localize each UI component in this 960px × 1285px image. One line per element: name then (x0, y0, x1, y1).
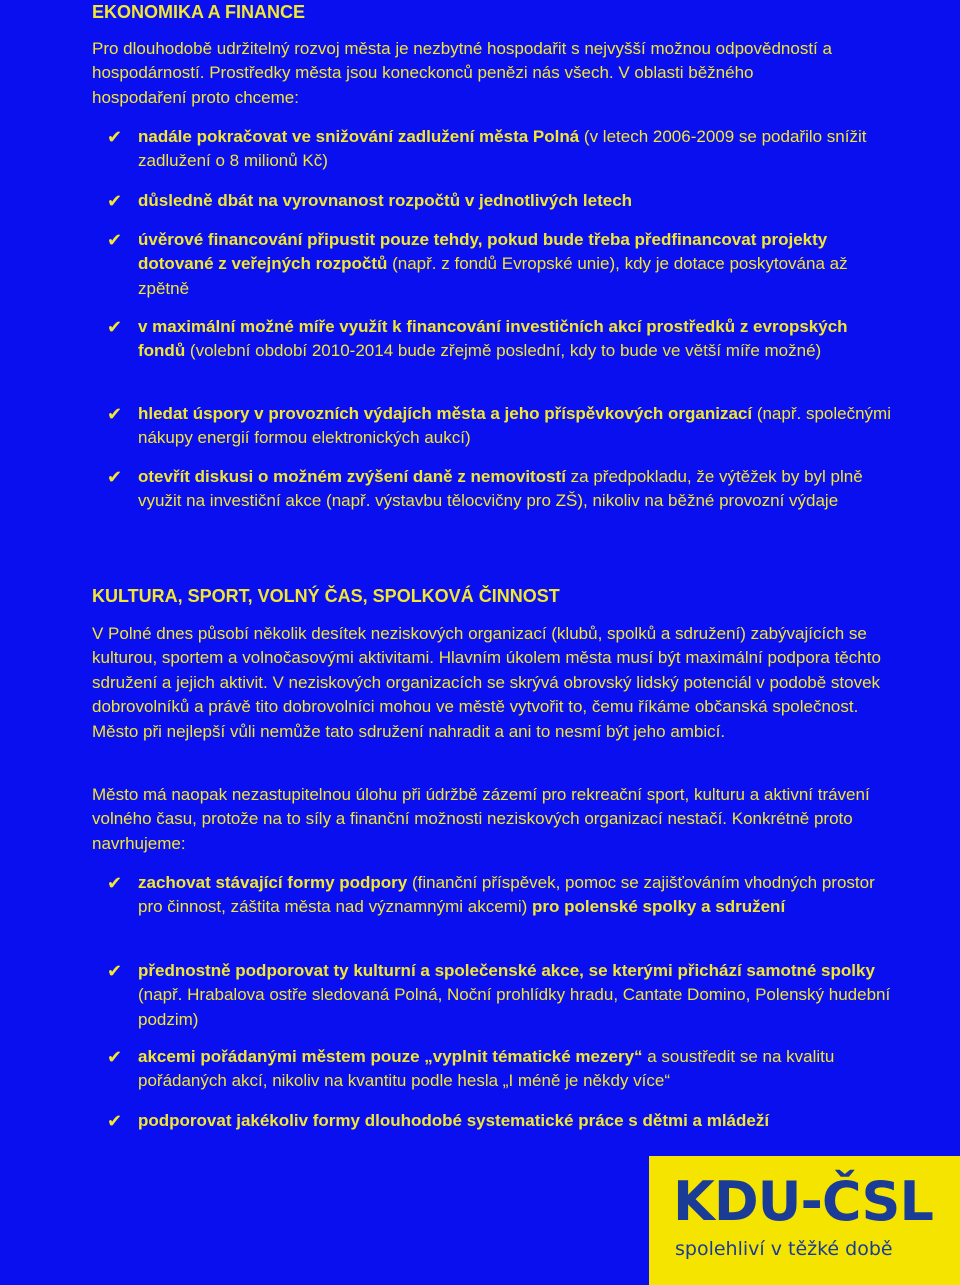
item-text: (např. Hrabalova ostře sledovaná Polná, Noční prohlídky hradu, Cantate Domino, Polenský hudební podzim) (138, 985, 891, 1029)
item-bold: úvěrové financování připustit pouze tehdy, pokud bude třeba předfinancovat projekty dotované z veřejných rozpočtů (138, 230, 828, 274)
check-icon: ✔ (107, 317, 123, 337)
item-text: (volební období 2010-2014 bude zřejmě poslední, kdy to bude ve větší míře možné) (185, 341, 822, 361)
party-logo (649, 1156, 960, 1285)
check-icon: ✔ (107, 1111, 123, 1131)
check-icon: ✔ (107, 961, 123, 981)
item-bold-2: pro polenské spolky a sdružení (531, 897, 786, 917)
culture-paragraph-2: Město má naopak nezastupitelnou úlohu při údržbě zázemí pro rekreační sport, kulturu a aktivní trávení volného času, protože na to síly a finanční možnosti neziskových organizací nestačí. Konkrétně proto navrhujeme: (92, 785, 870, 853)
check-icon: ✔ (107, 1047, 123, 1067)
item-bold: podporovat jakékoliv formy dlouhodobé systematické práce s dětmi a mládeží (138, 1111, 770, 1130)
item-bold: akcemi pořádanými městem pouze „vyplnit tématické mezery“ (138, 1047, 643, 1066)
item-bold: v maximální možné míře využít k financování investičních akcí prostředků z evropských fondů (138, 317, 848, 361)
section-heading-economy: EKONOMIKA A FINANCE (92, 2, 305, 22)
logo-slogan: spolehliví v těžké době (675, 1238, 893, 1260)
item-text: (např. společnými nákupy energií formou elektronických aukcí) (138, 404, 891, 448)
section-heading-culture: KULTURA, SPORT, VOLNÝ ČAS, SPOLKOVÁ ČINNOST (92, 586, 560, 606)
check-icon: ✔ (107, 230, 123, 250)
check-icon: ✔ (107, 873, 123, 893)
logo-name: KDU-ČSL (673, 1170, 933, 1233)
item-text: (finanční příspěvek, pomoc se zajišťováním vhodných prostor pro činnost, záštita města nad významnými akcemi) (138, 873, 875, 917)
culture-paragraph-1: V Polné dnes působí několik desítek neziskových organizací (klubů, spolků a sdružení) zabývajících se kulturou, sportem a volnočasovými aktivitami. Hlavním úkolem města musí být maximální podpora těchto sdružení a jejich aktivit. V neziskových organizacích se skrývá obrovský lidský potenciál v podobě stovek dobrovolníků a právě tito dobrovolníci mohou ve městě vytvořit to, čemu říkáme občanská společnost. Město při nejlepší vůli nemůže tato sdružení nahradit a ani to nesmí být jeho ambicí. (92, 624, 881, 741)
item-bold: přednostně podporovat ty kulturní a společenské akce, se kterými přichází samotné spolky (138, 961, 875, 980)
check-icon: ✔ (107, 191, 123, 211)
item-text: a soustředit se na kvalitu pořádaných akcí, nikoliv na kvantitu podle hesla „I méně je někdy více“ (138, 1047, 835, 1091)
check-icon: ✔ (107, 404, 123, 424)
item-text: (v letech 2006-2009 se podařilo snížit zadlužení o 8 milionů Kč) (138, 127, 867, 171)
economy-intro: Pro dlouhodobě udržitelný rozvoj města je nezbytné hospodařit s nejvyšší možnou odpovědností a hospodárností. Prostředky města jsou koneckonců penězi nás všech. V oblasti běžného hospodaření proto chceme: (92, 39, 832, 107)
item-bold: nadále pokračovat ve snižování zadlužení města Polná (138, 127, 580, 146)
item-bold: zachovat stávající formy podpory (138, 873, 408, 892)
item-text: za předpokladu, že výtěžek by byl plně využit na investiční akce (např. výstavbu tělocvičny pro ZŠ), nikoliv na běžné provozní výdaje (138, 467, 863, 511)
check-icon: ✔ (107, 127, 123, 147)
check-icon: ✔ (107, 467, 123, 487)
item-bold: důsledně dbát na vyrovnanost rozpočtů v jednotlivých letech (138, 191, 633, 210)
item-text: (např. z fondů Evropské unie), kdy je dotace poskytována až zpětně (138, 254, 848, 298)
item-bold: hledat úspory v provozních výdajích města a jeho příspěvkových organizací (138, 404, 753, 423)
item-bold: otevřít diskusi o možném zvýšení daně z nemovitostí (138, 467, 566, 486)
